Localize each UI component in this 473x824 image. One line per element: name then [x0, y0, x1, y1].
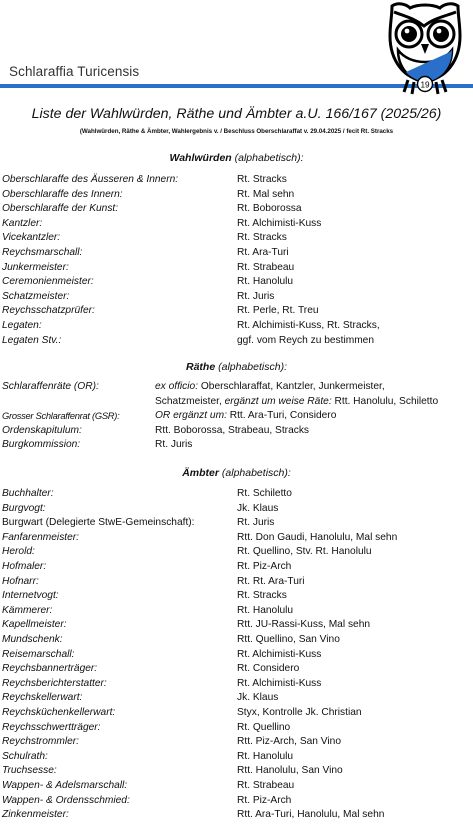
row-label: Kapellmeister:	[2, 619, 67, 631]
row-value-text: Rt. Piz-Arch	[237, 561, 292, 572]
list-row	[0, 247, 473, 262]
page-subtitle: (Wahlwürden, Räthe & Ämbter, Wahlergebnis v. / Beschluss Oberschlaraffat v. 29.04.2025 / fecit Rt. Stracks	[79, 128, 394, 135]
list-row	[0, 561, 473, 576]
row-label: Reychsbannerträger:	[2, 663, 98, 675]
row-label: Schlaraffenräte (OR):	[2, 381, 99, 392]
row-value-text: Rtt. Quellino, San Vino	[237, 634, 340, 645]
row-value	[155, 439, 192, 450]
list-row	[0, 809, 473, 824]
row-value	[237, 488, 292, 499]
list-row	[0, 576, 473, 591]
list-row	[0, 765, 473, 780]
row-value-text: Rt. Stracks	[237, 590, 287, 602]
row-label: Burgvogt:	[2, 502, 46, 514]
row-label: Hofmaler:	[2, 561, 47, 572]
list-row	[0, 439, 473, 454]
list-row	[0, 425, 473, 440]
list-row	[0, 590, 473, 605]
list-row	[0, 780, 473, 795]
row-value	[155, 381, 385, 392]
row-value-text: Rtt. Ara-Turi, Considero	[226, 410, 337, 422]
row-label: Kantzler:	[2, 217, 43, 229]
list-row	[0, 262, 473, 277]
list-row	[0, 189, 473, 204]
row-value	[237, 305, 319, 316]
row-label: Junkermeister:	[2, 261, 69, 273]
row-value-text: Rt. Alchimisti-Kuss	[237, 648, 322, 660]
section-note: (alphabetisch):	[221, 467, 291, 479]
list-row	[0, 320, 473, 335]
row-label: Vicekantzler:	[2, 232, 61, 244]
row-label: Legaten Stv.:	[2, 334, 62, 346]
row-label: Ordenskapitulum:	[2, 424, 82, 436]
row-value	[237, 678, 321, 689]
row-value-text: Rtt. JU-Rassi-Kuss, Mal sehn	[237, 619, 371, 631]
row-value	[237, 692, 278, 703]
row-value-text: Rt. Strabeau	[237, 780, 295, 791]
section-note: (alphabetisch):	[218, 361, 287, 373]
list-row	[0, 619, 473, 634]
row-value-text: Oberschlaraffat, Kantzler, Junkermeister,	[198, 381, 385, 392]
row-value-text: Rt. Hanolulu	[237, 750, 294, 762]
row-label: Mundschenk:	[2, 634, 63, 645]
row-value	[237, 634, 340, 645]
row-value	[237, 576, 305, 587]
row-label: Ceremonienmeister:	[2, 276, 94, 288]
section-title: Wahlwürden	[169, 152, 232, 164]
list-row	[0, 410, 473, 425]
row-value	[237, 203, 302, 214]
list-row	[0, 634, 473, 649]
row-value	[237, 605, 293, 616]
row-label: Reychsberichterstatter:	[2, 677, 107, 689]
row-value	[155, 396, 438, 407]
row-value	[237, 218, 321, 229]
page-header	[0, 0, 473, 95]
row-value-text: Rt. Piz-Arch	[237, 794, 292, 806]
row-label: Schulrath:	[2, 750, 48, 762]
row-value-text: Rt. Stracks	[237, 232, 287, 244]
row-value	[237, 335, 374, 346]
row-value	[237, 722, 290, 733]
list-row	[0, 707, 473, 722]
list-row	[0, 751, 473, 766]
section-heading-raethe	[0, 361, 473, 373]
list-row	[0, 488, 473, 503]
list-row	[0, 532, 473, 547]
row-value-text: Rtt. Ara-Turi, Hanolulu, Mal sehn	[237, 809, 385, 821]
list-row	[0, 276, 473, 291]
row-value	[237, 247, 289, 258]
row-value	[237, 809, 384, 820]
row-value	[237, 232, 287, 243]
row-value-text: Rtt. Piz-Arch, San Vino	[237, 736, 341, 748]
section-title: Räthe	[186, 361, 216, 373]
row-value-text: Rtt. Don Gaudi, Hanolulu, Mal sehn	[237, 531, 398, 543]
list-row	[0, 678, 473, 693]
row-value-text: Rt. Schiletto	[237, 488, 292, 499]
row-value	[237, 320, 380, 331]
row-value	[237, 765, 343, 776]
list-row	[0, 605, 473, 620]
row-label: Burgkommission:	[2, 439, 81, 451]
row-value	[237, 532, 397, 543]
list-row	[0, 649, 473, 664]
row-label: Grosser Schlaraffenrat (GSR):	[2, 410, 120, 422]
row-value	[237, 546, 372, 557]
row-value	[237, 780, 294, 791]
logo-number: 19	[420, 80, 430, 90]
row-label: Reychsschatzprüfer:	[2, 305, 95, 317]
row-label: Reychsmarschall:	[2, 247, 83, 258]
row-value-text: Rt. Ara-Turi	[237, 247, 289, 258]
row-label: Truchsesse:	[2, 765, 57, 777]
row-value-text: Rt. Alchimisti-Kuss, Rt. Stracks,	[237, 320, 380, 331]
row-value	[237, 276, 293, 287]
row-label: Reychskellerwart:	[2, 692, 83, 704]
list-row	[0, 736, 473, 751]
row-value-text: Rt. Mal sehn	[237, 188, 295, 200]
row-value	[237, 517, 274, 528]
row-value-text: Rt. Quellino, Stv. Rt. Hanolulu	[237, 546, 372, 558]
section-heading-aembter	[0, 467, 473, 479]
row-value	[237, 174, 287, 185]
row-label: Zinkenmeister:	[2, 809, 69, 821]
section-note: (alphabetisch):	[234, 152, 304, 164]
row-label: Oberschlaraffe des Innern:	[2, 188, 123, 200]
row-value-text: Rt. Hanolulu	[237, 604, 294, 616]
row-value-text: Rt. Juris	[237, 290, 275, 302]
row-value-italic: ex officio:	[155, 381, 199, 392]
row-label: Burgwart (Delegierte StwE-Gemeinschaft):	[2, 517, 195, 529]
row-value	[237, 795, 291, 806]
list-row	[0, 663, 473, 678]
row-value-text: Rtt. Hanolulu, Schiletto	[331, 395, 439, 407]
row-value-text: Jk. Klaus	[237, 692, 279, 704]
row-value-text: Styx, Kontrolle Jk. Christian	[237, 707, 362, 718]
section-title: Ämbter	[182, 467, 219, 479]
row-value	[237, 736, 341, 747]
org-name: Schlaraffia Turicensis	[9, 64, 140, 79]
row-value	[155, 425, 309, 436]
row-value	[237, 619, 370, 630]
row-label: Internetvogt:	[2, 590, 59, 602]
row-label: Wappen- & Adelsmarschall:	[2, 780, 128, 791]
list-row	[0, 795, 473, 810]
list-row	[0, 517, 473, 532]
list-row	[0, 381, 473, 396]
list-row	[0, 305, 473, 320]
row-label: Kämmerer:	[2, 604, 53, 616]
row-value-text: Rt. Quellino	[237, 721, 291, 733]
row-value-text: Schatzmeister,	[155, 395, 225, 407]
row-value	[237, 262, 294, 273]
row-value-text: Rt. Boborossa	[237, 203, 302, 215]
list-row	[0, 218, 473, 233]
row-label: Legaten:	[2, 320, 42, 331]
list-row	[0, 203, 473, 218]
row-value	[237, 590, 287, 601]
row-value-text: Rt. Considero	[237, 663, 300, 675]
list-row	[0, 722, 473, 737]
row-value-text: Rtt. Boborossa, Strabeau, Stracks	[155, 424, 310, 436]
section-heading-wahlwuerden	[0, 152, 473, 164]
row-label: Buchhalter:	[2, 488, 54, 499]
row-label: Fanfarenmeister:	[2, 531, 80, 543]
row-value	[237, 663, 299, 674]
row-value	[237, 707, 362, 718]
row-value-text: Rt. Strabeau	[237, 261, 295, 273]
row-value-text: Rt. Rt. Ara-Turi	[237, 575, 305, 587]
row-value-text: Rt. Hanolulu	[237, 276, 294, 288]
row-value-text: Jk. Klaus	[237, 502, 279, 514]
row-value-text: Rt. Juris	[155, 439, 193, 451]
row-label: Wappen- & Ordensschmied:	[2, 794, 130, 806]
row-value-text: Rt. Alchimisti-Kuss	[237, 217, 322, 229]
row-value-text: Rt. Stracks	[237, 174, 287, 185]
row-value-text: ggf. vom Reych zu bestimmen	[237, 334, 375, 346]
list-row	[0, 503, 473, 518]
list-row	[0, 232, 473, 247]
list-row	[0, 335, 473, 350]
row-label: Reychsküchenkellerwart:	[2, 707, 116, 718]
row-value	[237, 291, 274, 302]
list-row	[0, 396, 473, 411]
list-row	[0, 174, 473, 189]
row-value	[155, 410, 336, 421]
row-value	[237, 649, 321, 660]
row-label: Oberschlaraffe des Äusseren & Innern:	[2, 174, 179, 185]
row-value	[237, 503, 278, 514]
owl-logo-icon	[384, 0, 466, 98]
row-label: Herold:	[2, 546, 35, 558]
row-value	[237, 751, 293, 762]
page-title: Liste der Wahlwürden, Räthe und Ämbter a.U. 166/167 (2025/26)	[31, 106, 442, 122]
row-label: Schatzmeister:	[2, 290, 70, 302]
row-value-text: Rtt. Hanolulu, San Vino	[237, 765, 343, 777]
row-value-italic: ergänzt um weise Räte:	[224, 395, 332, 407]
row-value	[237, 189, 294, 200]
row-value-text: Rt. Juris	[237, 517, 275, 529]
row-label: Oberschlaraffe der Kunst:	[2, 203, 119, 215]
list-row	[0, 546, 473, 561]
row-label: Reisemarschall:	[2, 648, 75, 660]
row-value-text: Rt. Alchimisti-Kuss	[237, 677, 322, 689]
row-label: Hofnarr:	[2, 575, 39, 587]
row-value	[237, 561, 291, 572]
row-value-italic: OR ergänzt um:	[155, 410, 227, 422]
list-row	[0, 291, 473, 306]
row-label: Reychstrommler:	[2, 736, 79, 748]
row-label: Reychsschwertträger:	[2, 721, 101, 733]
list-row	[0, 692, 473, 707]
row-value-text: Rt. Perle, Rt. Treu	[237, 305, 319, 317]
